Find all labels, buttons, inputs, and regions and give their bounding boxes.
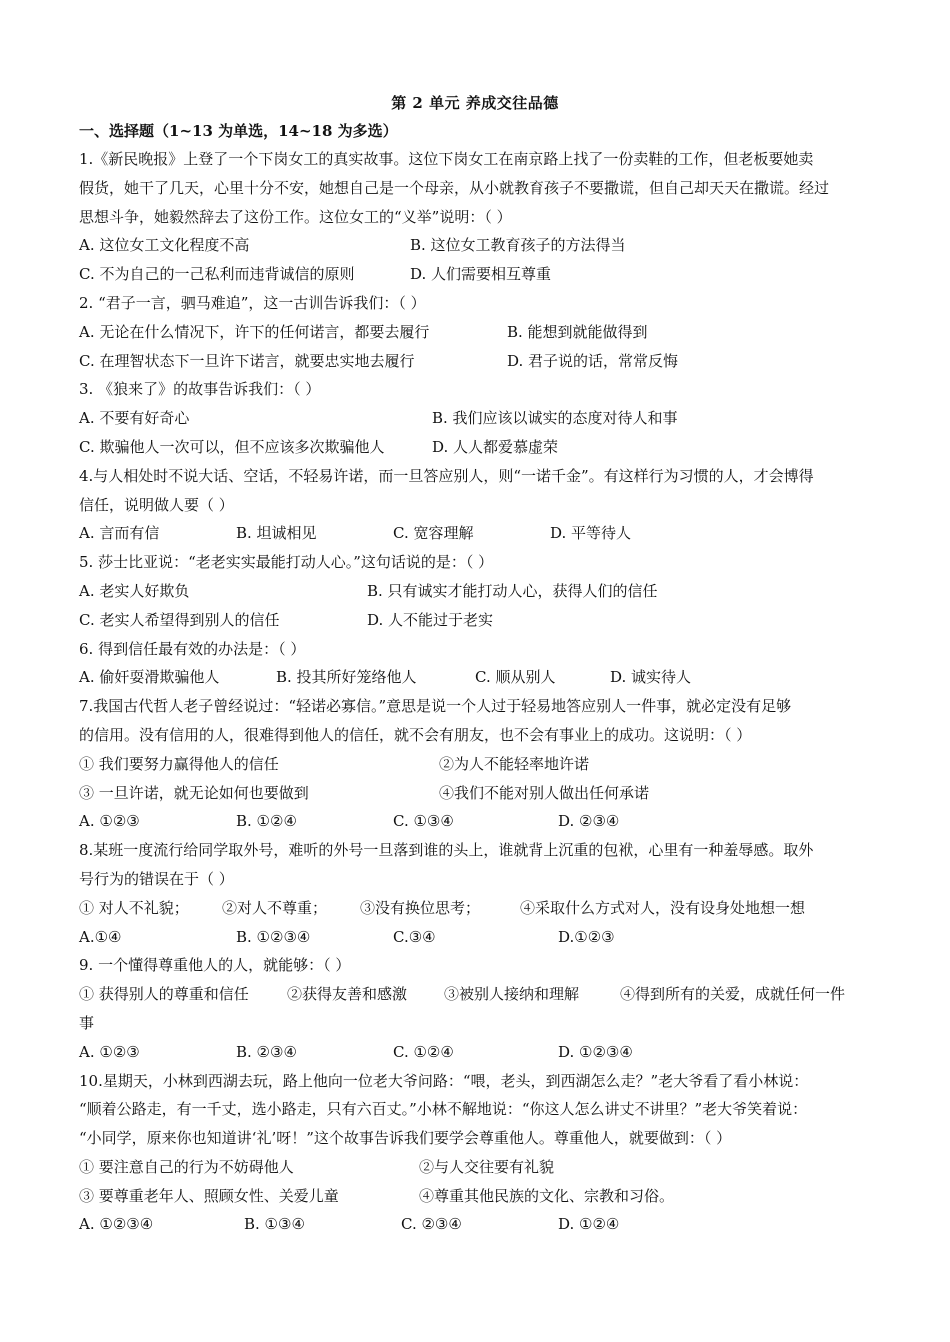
- question-2: [79, 289, 889, 375]
- question-stem-line: 10.星期天，小林到西湖去玩，路上他向一位老大爷问路：“喂，老头，到西湖怎么走？”老大爷看了看小林说：: [79, 1071, 809, 1090]
- question-stem-line: 信任，说明做人要（ ）: [79, 495, 234, 514]
- question-stem-line: 思想斗争，她毅然辞去了这份工作。这位女工的“义举”说明：（ ）: [79, 207, 512, 226]
- statement-1: ① 要注意自己的行为不妨碍他人: [79, 1157, 294, 1176]
- question-9: [79, 951, 889, 1066]
- option-d: D. 人人都爱慕虚荣: [432, 437, 559, 456]
- statement-1: ① 对人不礼貌；: [79, 898, 189, 917]
- question-stem-line: 1.《新民晚报》上登了一个下岗女工的真实故事。这位下岗女工在南京路上找了一份卖鞋的工作，但老板要她卖: [79, 150, 814, 168]
- items-row: [79, 894, 889, 923]
- statement-4-continued: 事: [79, 1013, 95, 1032]
- items-row: [79, 980, 889, 1009]
- question-stem: 9. 一个懂得尊重他人的人，就能够：（ ）: [79, 956, 351, 975]
- options-row: [79, 663, 889, 692]
- items-row: [79, 1182, 889, 1211]
- option-a: A. 不要有好奇心: [79, 409, 190, 428]
- statement-4: ④尊重其他民族的文化、宗教和习俗。: [419, 1186, 675, 1205]
- option-d: D. 平等待人: [550, 524, 632, 543]
- question-6: [79, 635, 889, 693]
- statement-3: ③没有换位思考；: [360, 898, 481, 917]
- options-row: [79, 404, 889, 433]
- question-8: [79, 836, 889, 951]
- option-b: B. ②③④: [236, 1042, 297, 1061]
- option-b: B. 投其所好笼络他人: [276, 668, 417, 687]
- question-4: [79, 462, 889, 548]
- statement-3: ③被别人接纳和理解: [444, 985, 580, 1004]
- option-b: B. 只有诚实才能打动人心，获得人们的信任: [367, 581, 658, 600]
- option-b: B. ①③④: [244, 1215, 305, 1234]
- option-d: D.①②③: [558, 927, 615, 946]
- question-stem-line: 8.某班一度流行给同学取外号，难听的外号一旦落到谁的头上，谁就背上沉重的包袱，心里有一种羞辱感。取外: [79, 841, 814, 860]
- question-1: [79, 145, 889, 289]
- statement-2: ②与人交往要有礼貌: [419, 1157, 555, 1176]
- question-stem-line: 假货，她干了几天，心里十分不安，她想自己是一个母亲，从小就教育孩子不要撒谎，但自己却天天在撒谎。经过: [79, 178, 830, 197]
- question-stem-line: “顺着公路走，有一千丈，选小路走，只有六百丈。”小林不解地说：“你这人怎么讲丈不讲里？”老大爷笑着说：: [79, 1100, 808, 1119]
- option-a: A. ①②③: [79, 1042, 140, 1061]
- option-c: C. 顺从别人: [475, 668, 556, 687]
- options-row: [79, 923, 889, 952]
- option-b: B. 我们应该以诚实的态度对待人和事: [432, 409, 678, 428]
- option-c: C.③④: [393, 927, 436, 946]
- statement-2: ②为人不能轻率地许诺: [439, 754, 590, 773]
- options-row: [79, 1038, 889, 1067]
- option-b: B. ①②③④: [236, 927, 311, 946]
- option-d: D. 君子说的话，常常反悔: [507, 351, 679, 370]
- options-row: [79, 519, 889, 548]
- option-d: D. 诚实待人: [610, 668, 692, 687]
- option-a: A. 言而有信: [79, 524, 160, 543]
- statement-2: ②获得友善和感激: [287, 985, 408, 1004]
- section-heading: 一、选择题（1~13 为单选，14~18 为多选）: [79, 122, 398, 140]
- option-a: A. 偷奸耍滑欺骗他人: [79, 668, 220, 687]
- option-c: C. ①③④: [393, 812, 454, 831]
- question-stem: 3. 《狼来了》的故事告诉我们：（ ）: [79, 380, 321, 399]
- options-row: [79, 318, 889, 347]
- question-stem: 5. 莎士比亚说：“老老实实最能打动人心。”这句话说的是：（ ）: [79, 553, 494, 572]
- option-d: D. ①②④: [558, 1215, 620, 1234]
- statement-1: ① 我们要努力赢得他人的信任: [79, 754, 279, 773]
- option-c: C. 不为自己的一己私利而违背诚信的原则: [79, 265, 355, 284]
- options-row: [79, 1210, 889, 1239]
- question-stem-line: 的信用。没有信用的人，很难得到他人的信任，就不会有朋友，也不会有事业上的成功。这说明：（ ）: [79, 725, 752, 744]
- option-d: D. ①②③④: [558, 1042, 633, 1061]
- options-row: [79, 433, 889, 462]
- page-title: 第 2 单元 养成交往品德: [391, 94, 559, 112]
- question-stem-line: 号行为的错误在于（ ）: [79, 869, 234, 888]
- option-b: B. ①②④: [236, 812, 297, 831]
- options-row: [79, 807, 889, 836]
- option-a: A. ①②③④: [79, 1215, 154, 1234]
- statement-2: ②对人不尊重；: [222, 898, 328, 917]
- option-a: A. ①②③: [79, 812, 140, 831]
- statement-3: ③ 一旦许诺，就无论如何也要做到: [79, 783, 309, 802]
- options-row: [79, 231, 889, 260]
- option-d: D. ②③④: [558, 812, 620, 831]
- question-stem-line: “小同学，原来你也知道讲‘礼’呀！”这个故事告诉我们要学会尊重他人。尊重他人，就要做到：（ ）: [79, 1129, 732, 1148]
- question-list: [79, 145, 889, 1239]
- option-d: D. 人不能过于老实: [367, 610, 494, 629]
- statement-4: ④采取什么方式对人，没有设身处地想一想: [520, 898, 806, 917]
- option-c: C. 老实人希望得到别人的信任: [79, 610, 280, 629]
- options-row: [79, 347, 889, 376]
- question-3: [79, 375, 889, 461]
- option-c: C. ①②④: [393, 1042, 454, 1061]
- option-b: B. 这位女工教育孩子的方法得当: [410, 236, 626, 255]
- option-a: A. 这位女工文化程度不高: [79, 236, 250, 255]
- items-row: [79, 750, 889, 779]
- option-b: B. 坦诚相见: [236, 524, 317, 543]
- option-c: C. 欺骗他人一次可以，但不应该多次欺骗他人: [79, 437, 385, 456]
- statement-3: ③ 要尊重老年人、照顾女性、关爱儿童: [79, 1186, 339, 1205]
- question-stem: 6. 得到信任最有效的办法是：（ ）: [79, 639, 306, 658]
- options-row: [79, 577, 889, 606]
- question-10: [79, 1067, 889, 1240]
- options-row: [79, 260, 889, 289]
- option-a: A.①④: [79, 927, 122, 946]
- option-a: A. 无论在什么情况下，许下的任何诺言，都要去履行: [79, 322, 430, 341]
- option-c: C. ②③④: [401, 1215, 462, 1234]
- question-5: [79, 548, 889, 634]
- question-stem-line: 4.与人相处时不说大话、空话，不轻易许诺，而一旦答应别人，则“一诺千金”。有这样行为习惯的人，才会博得: [79, 466, 814, 485]
- items-row: [79, 1153, 889, 1182]
- statement-4: ④我们不能对别人做出任何承诺: [439, 783, 650, 802]
- statement-1: ① 获得别人的尊重和信任: [79, 985, 249, 1004]
- question-stem: 2. “君子一言，驷马难追”，这一古训告诉我们：（ ）: [79, 293, 426, 312]
- option-a: A. 老实人好欺负: [79, 581, 190, 600]
- option-d: D. 人们需要相互尊重: [410, 265, 552, 284]
- items-row: [79, 779, 889, 808]
- option-b: B. 能想到就能做得到: [507, 322, 648, 341]
- option-c: C. 在理智状态下一旦许下诺言，就要忠实地去履行: [79, 351, 415, 370]
- statement-4: ④得到所有的关爱，成就任何一件: [620, 985, 846, 1004]
- question-7: [79, 692, 889, 836]
- options-row: [79, 606, 889, 635]
- question-stem-line: 7.我国古代哲人老子曾经说过：“轻诺必寡信。”意思是说一个人过于轻易地答应别人一件事，就必定没有足够: [79, 697, 792, 716]
- option-c: C. 宽容理解: [393, 524, 474, 543]
